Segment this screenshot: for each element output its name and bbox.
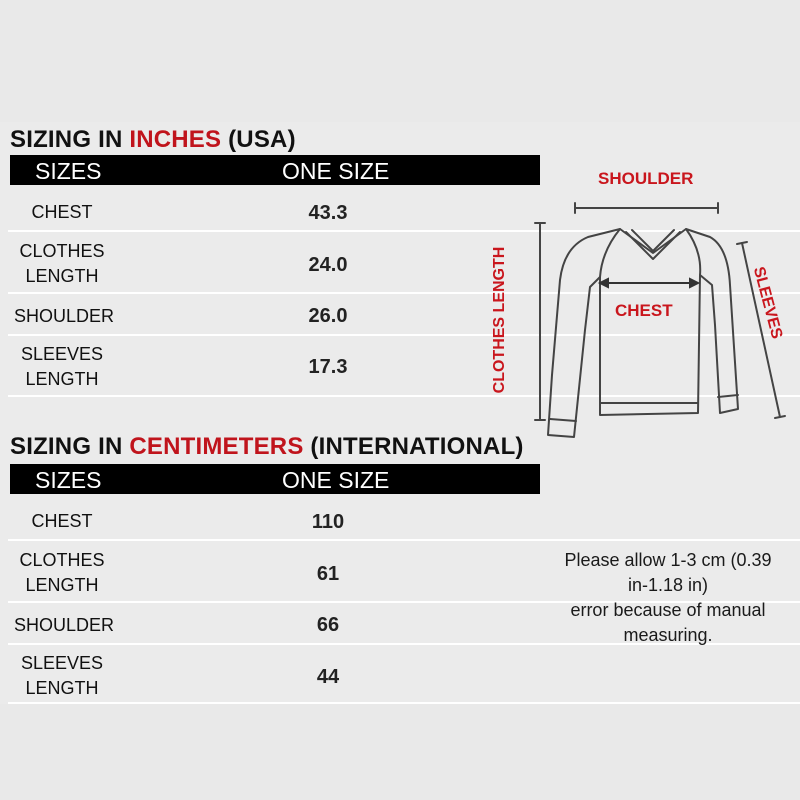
inches-header-one-size: ONE SIZE xyxy=(282,158,390,184)
sweater-outline xyxy=(548,229,738,437)
inches-table-header xyxy=(10,155,540,185)
diagram-shoulder-label: SHOULDER xyxy=(598,169,694,188)
cm-row-clothes-length-label xyxy=(8,548,116,598)
inches-title-suffix: (USA) xyxy=(221,126,296,153)
inches-row-chest-label: CHEST xyxy=(31,202,93,222)
cm-row-clothes-length-value: 61 xyxy=(316,563,340,585)
note-line1: Please allow 1-3 cm (0.39 xyxy=(564,550,772,570)
cm-row-sleeves-length-value: 44 xyxy=(316,666,340,688)
note-line3: error because of manual xyxy=(570,600,766,620)
inches-clothes-label-line2: LENGTH xyxy=(25,266,99,286)
inches-clothes-label-line1: CLOTHES xyxy=(19,241,105,261)
note-line4: measuring. xyxy=(623,625,713,645)
inches-header-sizes: SIZES xyxy=(35,158,102,184)
cm-clothes-label-line1: CLOTHES xyxy=(19,550,105,570)
cm-title-suffix: (INTERNATIONAL) xyxy=(303,433,524,460)
row-divider xyxy=(8,702,800,704)
cm-row-chest-label: CHEST xyxy=(31,511,93,531)
cm-sleeves-label-line1: SLEEVES xyxy=(20,653,104,673)
inches-row-clothes-length-value: 24.0 xyxy=(308,254,348,276)
cm-sleeves-label-line2: LENGTH xyxy=(25,678,99,698)
cm-row-shoulder-value: 66 xyxy=(316,614,340,636)
cm-row-chest-value: 110 xyxy=(311,511,345,533)
inches-row-sleeves-length-value: 17.3 xyxy=(308,356,348,378)
inches-sleeves-label-line1: SLEEVES xyxy=(20,344,104,364)
inches-section-title xyxy=(10,126,296,154)
inches-sleeves-label-line2: LENGTH xyxy=(25,369,99,389)
cm-clothes-label-line2: LENGTH xyxy=(25,575,99,595)
inches-row-clothes-length-label xyxy=(8,239,116,289)
inches-title-prefix: SIZING IN xyxy=(10,126,130,153)
inches-row-chest-value: 43.3 xyxy=(308,202,348,224)
row-divider xyxy=(8,539,800,541)
chest-measure-arrow xyxy=(600,279,698,287)
cm-row-sleeves-length-label xyxy=(8,651,116,701)
diagram-clothes-length-label: CLOTHES LENGTH xyxy=(491,246,508,394)
diagram-chest-label: CHEST xyxy=(615,301,673,320)
inches-title-highlight: INCHES xyxy=(129,126,222,153)
cm-title-highlight: CENTIMETERS xyxy=(129,433,304,460)
cm-table-header xyxy=(10,464,540,494)
note-line2: in-1.18 in) xyxy=(627,575,709,595)
cm-section-title xyxy=(10,433,524,461)
inches-row-shoulder-value: 26.0 xyxy=(308,305,348,327)
measurement-note xyxy=(548,548,788,648)
cm-header-sizes: SIZES xyxy=(35,467,102,493)
cm-header-one-size: ONE SIZE xyxy=(282,467,390,493)
cm-row-shoulder-label: SHOULDER xyxy=(14,615,115,635)
inches-row-sleeves-length-label xyxy=(8,342,116,392)
diagram-sleeves-label: SLEEVES xyxy=(749,265,786,341)
inches-row-shoulder-label: SHOULDER xyxy=(14,306,115,326)
cm-title-prefix: SIZING IN xyxy=(10,433,130,460)
